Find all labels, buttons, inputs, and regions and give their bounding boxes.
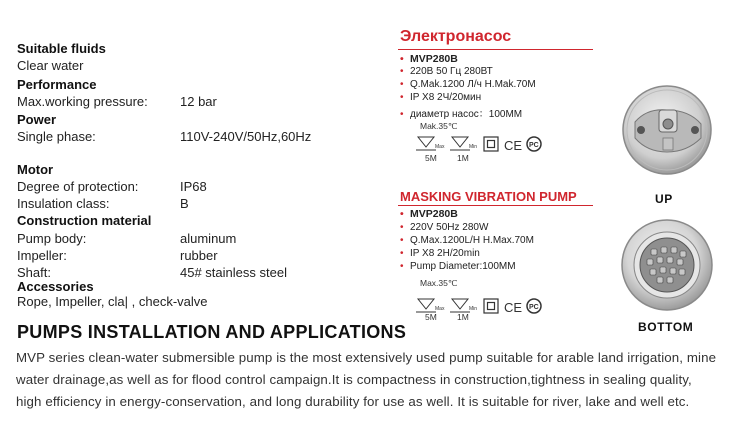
pump-bottom-caption: BOTTOM <box>638 320 694 334</box>
water-depth-1m-icon <box>450 137 477 150</box>
nameplate-en-line1-text: 220V 50Hz 280W <box>410 222 489 233</box>
accessories-value: Rope, Impeller, cla| , check-valve <box>17 294 208 309</box>
nameplate-en-divider <box>398 205 593 206</box>
insulation-label: Insulation class: <box>17 196 110 211</box>
svg-text:PC: PC <box>529 304 539 311</box>
single-phase-label: Single phase: <box>17 129 96 144</box>
nameplate-ru-line2-text: Q.Mak.1200 Л/ч H.Mak.70M <box>410 79 536 90</box>
nameplate-en-1m: 1M <box>457 312 469 322</box>
shaft-label: Shaft: <box>17 265 51 280</box>
nameplate-ru-symbols <box>416 135 566 167</box>
pump-body-label: Pump body: <box>17 231 87 246</box>
max-pressure-value: 12 bar <box>180 94 217 109</box>
power-heading: Power <box>17 112 57 127</box>
water-depth-5m-icon <box>416 299 445 312</box>
impeller-label: Impeller: <box>17 248 67 263</box>
pct-certification-icon <box>527 137 541 151</box>
water-depth-5m-icon <box>416 137 445 150</box>
svg-text:Min: Min <box>469 144 478 150</box>
nameplate-ru-1m: 1M <box>457 153 469 163</box>
impeller-value: rubber <box>180 248 218 263</box>
protection-label: Degree of protection: <box>17 179 139 194</box>
nameplate-ru-divider <box>398 49 593 50</box>
shaft-value: 45# stainless steel <box>180 265 287 280</box>
nameplate-ru-line2: • Q.Mak.1200 Л/ч H.Mak.70M <box>400 79 536 90</box>
construction-heading: Construction material <box>17 213 152 228</box>
nameplate-ru-title: Электронасос <box>400 28 512 45</box>
nameplate-ru-model-text: MVP280B <box>410 53 458 65</box>
nameplate-en-title: MASKING VIBRATION PUMP <box>400 189 577 204</box>
nameplate-en-model: • MVP280B <box>400 208 458 220</box>
nameplate-ru-line3: • IP X8 2Ч/20мин <box>400 92 482 103</box>
motor-heading: Motor <box>17 162 54 177</box>
nameplate-en-line4: • Pump Diameter:100MM <box>400 261 516 272</box>
fluids-heading: Suitable fluids <box>17 41 106 56</box>
water-depth-1m-icon <box>450 299 477 312</box>
nameplate-en-5m: 5M <box>425 312 437 322</box>
accessories-heading: Accessories <box>17 279 94 294</box>
pump-top-photo <box>617 80 717 180</box>
nameplate-ru-line4: • диаметр насос：100MM <box>400 109 523 120</box>
svg-text:Min: Min <box>469 306 478 312</box>
nameplate-ru-5m: 5M <box>425 153 437 163</box>
svg-text:PC: PC <box>529 142 539 149</box>
ce-mark-icon: CE <box>504 138 523 153</box>
fluids-value: Clear water <box>17 58 84 73</box>
nameplate-en-line1: • 220V 50Hz 280W <box>400 222 489 233</box>
pct-certification-icon <box>527 299 541 313</box>
protection-value: IP68 <box>180 179 207 194</box>
nameplate-en-line2: • Q.Max.1200L/H H.Max.70M <box>400 235 534 246</box>
max-pressure-label: Max.working pressure: <box>17 94 148 109</box>
nameplate-en-line3: • IP X8 2H/20min <box>400 248 480 259</box>
pump-body-value: aluminum <box>180 231 237 246</box>
nameplate-ru <box>398 22 603 182</box>
nameplate-ru-line1-text: 220В 50 Гц 280ВТ <box>410 66 493 77</box>
nameplate-ru-temp: Mak.35℃ <box>420 121 458 131</box>
ce-mark-icon: CE <box>504 300 523 315</box>
nameplate-en-temp: Max.35℃ <box>420 278 458 288</box>
nameplate-en-line2-text: Q.Max.1200L/H H.Max.70M <box>410 235 534 246</box>
section-paragraph: MVP series clean-water submersible pump is the most extensively used pump suitable for arable land irrigation, mine water drainage,as well as for flood control campaign.It is compactness in construction,tightness in sealing quality, high efficiency in energy-conservation, and long durability for use as well. It is suitable for river, lake and well etc. <box>16 350 717 409</box>
pump-bottom-photo <box>617 215 717 315</box>
nameplate-ru-model: • MVP280B <box>400 53 458 65</box>
nameplate-en-symbols <box>416 297 566 329</box>
insulation-value: B <box>180 196 189 211</box>
nameplate-en-line4-text: Pump Diameter:100MM <box>410 261 516 272</box>
single-phase-value: 110V-240V/50Hz,60Hz <box>180 129 312 144</box>
nameplate-en-model-text: MVP280B <box>410 208 458 220</box>
nameplate-ru-line1: • 220В 50 Гц 280ВТ <box>400 66 493 77</box>
svg-text:Max: Max <box>435 144 445 150</box>
double-insulation-icon <box>484 299 498 313</box>
nameplate-en <box>398 184 603 329</box>
pump-top-caption: UP <box>655 192 673 206</box>
double-insulation-icon <box>484 137 498 151</box>
section-heading: PUMPS INSTALLATION AND APPLICATIONS <box>17 322 407 342</box>
nameplate-en-line3-text: IP X8 2H/20min <box>410 248 480 259</box>
nameplate-ru-line4-text: диаметр насос：100MM <box>410 109 523 120</box>
nameplate-ru-line3-text: IP X8 2Ч/20мин <box>410 92 482 103</box>
performance-heading: Performance <box>17 77 97 92</box>
svg-text:Max: Max <box>435 306 445 312</box>
